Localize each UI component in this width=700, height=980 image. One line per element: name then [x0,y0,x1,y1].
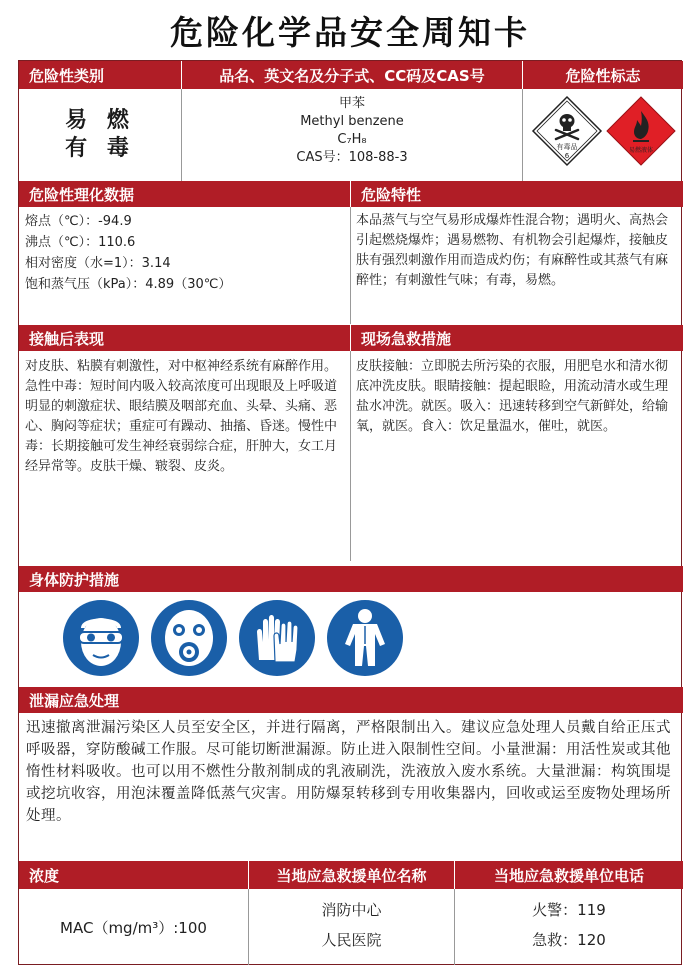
substance-name-en: Methyl benzene [300,114,404,129]
first-aid-measures: 皮肤接触：立即脱去所污染的衣服，用肥皂水和清水彻底冲洗皮肤。眼睛接触：提起眼睑，用流动清水或生理盐水冲洗。就医。吸入：迅速转移到空气新鲜处，给输氧，就医。食入：饮足量温水，催吐，就医。 [356,359,669,434]
ppe-icons [19,592,683,684]
contact-symptoms: 对皮肤、粘膜有刺激性，对中枢神经系统有麻醉作用。急性中毒：短时间内吸入较高浓度可出现眼及上呼吸道明显的刺激症状、眼结膜及咽部充血、头晕、头痛、恶心、胸闷等症状；重症可有躁动、抽搐、昏迷。慢性中毒：长期接触可发生神经衰弱综合症，肝肿大，女工月经异常等。皮肤干燥、皲裂、皮炎。 [25,359,338,474]
hazard-class-toxic: 有 毒 [65,136,135,161]
phone-ambulance: 急救：120 [532,931,606,949]
respirator-icon [149,598,229,678]
emergency-phones [455,895,683,961]
page-title: 危险化学品安全周知卡 [170,12,530,52]
hazard-properties: 本品蒸气与空气易形成爆炸性混合物；遇明火、高热会引起燃烧爆炸；遇易燃物、有机物会引起爆炸，接触皮肤有强烈刺激作用而造成灼伤；有麻醉性或其蒸气有麻醉性；有刺激性气味；有毒，易燃。 [356,213,669,288]
protective-suit-icon [325,598,405,678]
header-product-name: 品名、英文名及分子式、CC码及CAS号 [182,61,522,89]
boiling-point: 沸点（℃）：110.6 [25,235,136,250]
substance-name-cn: 甲苯 [338,96,365,111]
melting-point: 熔点（℃）：-94.9 [25,214,132,229]
unit-hospital: 人民医院 [321,931,382,949]
substance-formula: C₇H₈ [337,132,367,147]
substance-cas: CAS号：108-88-3 [296,150,408,165]
unit-fire-center: 消防中心 [321,901,382,919]
vapor-pressure: 饱和蒸气压（kPa）：4.89（30℃） [25,277,232,292]
hazard-class-flammable: 易 燃 [65,108,135,133]
section-hazard-header: 危险特性 [351,181,683,207]
leak-response: 迅速撤离泄漏污染区人员至安全区，并进行隔离，严格限制出入。建议应急处理人员戴自给正压式呼吸器，穿防酸碱工作服。尽可能切断泄漏源。防止进入限制性空间。小量泄漏：用活性炭或其他惰性材料吸收。也可以用不燃性分散剂制成的乳液刷洗，洗液放入废水系统。大量泄漏：构筑围堤或挖坑收容，用泡沫覆盖降低蒸气灾害。用防爆泵转移到专用收集器内，回收或运至废物处理场所处理。 [26,720,671,824]
physchem-data [25,211,347,321]
phone-fire: 火警：119 [532,901,606,919]
section-firstaid-header: 现场急救措施 [351,325,683,351]
toxic-sign-label: 有毒品 [556,143,578,151]
header-hazard-sign: 危险性标志 [523,61,683,89]
flammable-sign-label: 易燃液体 [628,147,654,154]
safety-card [18,60,682,965]
hazard-class-cell [19,89,181,181]
toxic-sign-class: 6 [564,152,570,160]
section-physchem-header: 危险性理化数据 [19,181,350,207]
mac-cell [19,889,248,965]
relative-density: 相对密度（水=1）：3.14 [25,256,171,271]
section-leak-header: 泄漏应急处理 [19,687,683,713]
hazard-signs [523,89,683,181]
footer-unit-phone-header: 当地应急救援单位电话 [455,861,683,889]
divider [350,351,351,561]
goggles-icon [61,598,141,678]
toxic-sign-icon [533,97,601,165]
footer-unit-name-header: 当地应急救援单位名称 [249,861,454,889]
mac-value: MAC（mg/m³）:100 [60,918,207,937]
emergency-units [249,895,454,961]
header-hazard-class: 危险性类别 [19,61,181,89]
divider [350,207,351,324]
gloves-icon [237,598,317,678]
section-ppe-header: 身体防护措施 [19,566,683,592]
flammable-sign-icon [607,97,675,165]
footer-concentration-header: 浓度 [19,861,248,889]
section-contact-header: 接触后表现 [19,325,350,351]
substance-info [182,91,522,181]
